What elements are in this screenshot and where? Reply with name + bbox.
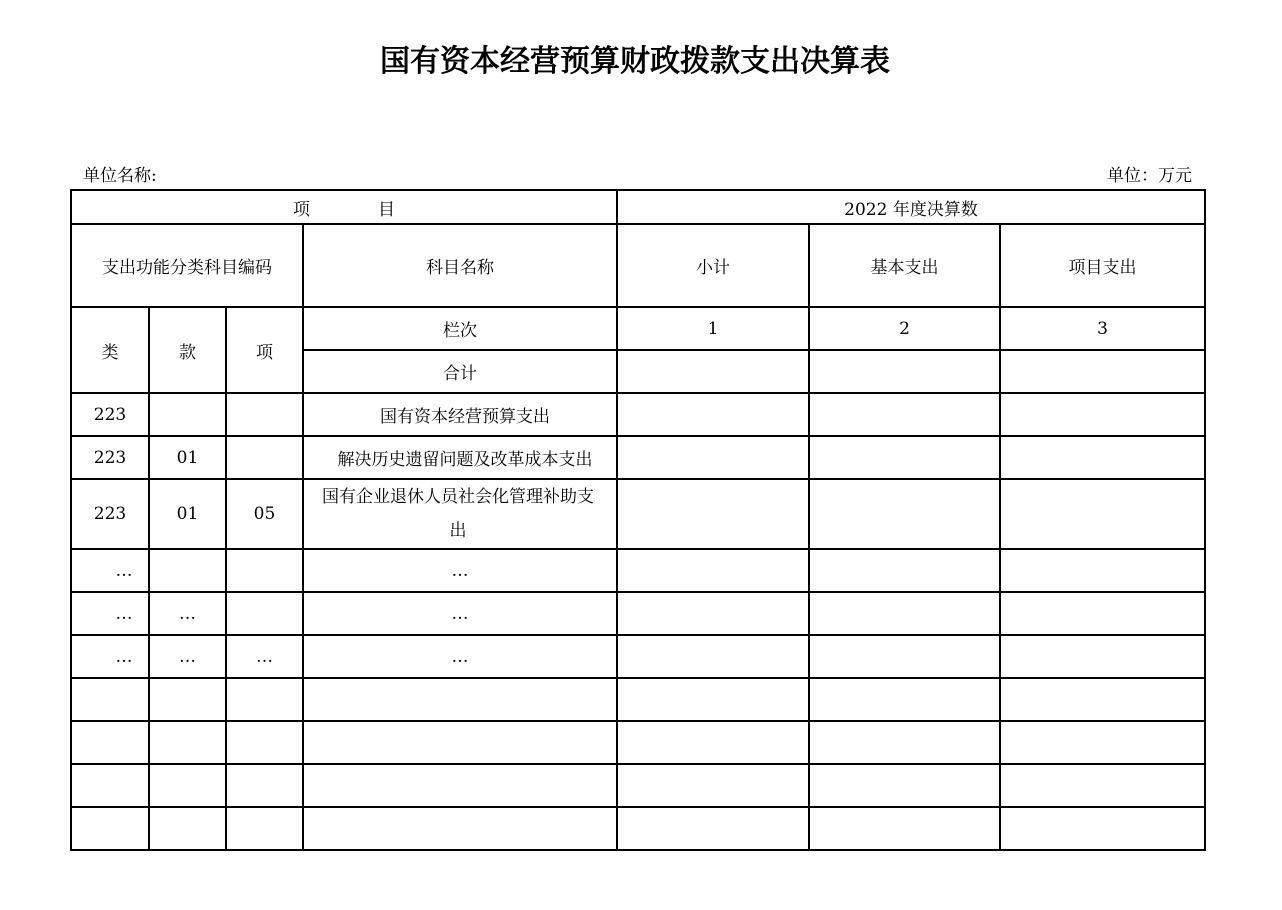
row-xiang: … — [226, 635, 303, 678]
row-kuan — [149, 549, 226, 592]
row-subtotal — [617, 549, 809, 592]
header-col1: 1 — [617, 307, 809, 350]
budget-table — [70, 189, 1206, 851]
row-subtotal — [617, 592, 809, 635]
row-project — [1000, 635, 1205, 678]
row-kuan: 01 — [149, 436, 226, 479]
header-col2: 2 — [809, 307, 1000, 350]
table-row — [71, 479, 1205, 549]
header-subject-name: 科目名称 — [303, 224, 617, 307]
row-lei: 223 — [71, 479, 149, 549]
row-lei: 223 — [71, 436, 149, 479]
row-name: 国有资本经营预算支出 — [303, 393, 617, 436]
header-column-order: 栏次 — [303, 307, 617, 350]
row-xiang — [226, 436, 303, 479]
table-row — [71, 393, 1205, 436]
row-lei: … — [71, 635, 149, 678]
row-name: … — [303, 549, 617, 592]
header-kuan: 款 — [149, 307, 226, 393]
unit-label: 单位：万元 — [1107, 166, 1192, 186]
row-project — [1000, 393, 1205, 436]
page-title: 国有资本经营预算财政拨款支出决算表 — [380, 44, 890, 79]
row-basic — [809, 549, 1000, 592]
total-project — [1000, 350, 1205, 393]
row-xiang — [226, 592, 303, 635]
empty-row — [71, 764, 1205, 807]
header-item: 项 目 — [71, 190, 617, 224]
header-lei: 类 — [71, 307, 149, 393]
row-xiang — [226, 393, 303, 436]
row-name: … — [303, 592, 617, 635]
row-basic — [809, 436, 1000, 479]
header-func-code: 支出功能分类科目编码 — [71, 224, 303, 307]
row-kuan: … — [149, 592, 226, 635]
row-project — [1000, 592, 1205, 635]
row-name: 解决历史遗留问题及改革成本支出 — [303, 436, 617, 479]
total-subtotal — [617, 350, 809, 393]
table-row — [71, 436, 1205, 479]
row-subtotal — [617, 436, 809, 479]
row-basic — [809, 592, 1000, 635]
row-lei: 223 — [71, 393, 149, 436]
row-subtotal — [617, 393, 809, 436]
header-subtotal: 小计 — [617, 224, 809, 307]
row-project — [1000, 436, 1205, 479]
header-project: 项目支出 — [1000, 224, 1205, 307]
header-basic: 基本支出 — [809, 224, 1000, 307]
row-basic — [809, 479, 1000, 549]
unit-name-label: 单位名称: — [83, 166, 157, 186]
row-subtotal — [617, 479, 809, 549]
row-project — [1000, 479, 1205, 549]
row-basic — [809, 635, 1000, 678]
row-lei: … — [71, 549, 149, 592]
row-kuan: … — [149, 635, 226, 678]
row-project — [1000, 549, 1205, 592]
header-col3: 3 — [1000, 307, 1205, 350]
row-xiang — [226, 549, 303, 592]
row-xiang: 05 — [226, 479, 303, 549]
table-row — [71, 592, 1205, 635]
empty-row — [71, 678, 1205, 721]
total-basic — [809, 350, 1000, 393]
row-name: 国有企业退休人员社会化管理补助支出 — [303, 479, 617, 549]
header-year: 2022 年度决算数 — [617, 190, 1205, 224]
row-lei: … — [71, 592, 149, 635]
empty-row — [71, 721, 1205, 764]
header-xiang: 项 — [226, 307, 303, 393]
empty-row — [71, 807, 1205, 850]
row-subtotal — [617, 635, 809, 678]
total-label: 合计 — [303, 350, 617, 393]
row-kuan — [149, 393, 226, 436]
table-row — [71, 635, 1205, 678]
row-kuan: 01 — [149, 479, 226, 549]
row-basic — [809, 393, 1000, 436]
row-name: … — [303, 635, 617, 678]
table-row — [71, 549, 1205, 592]
